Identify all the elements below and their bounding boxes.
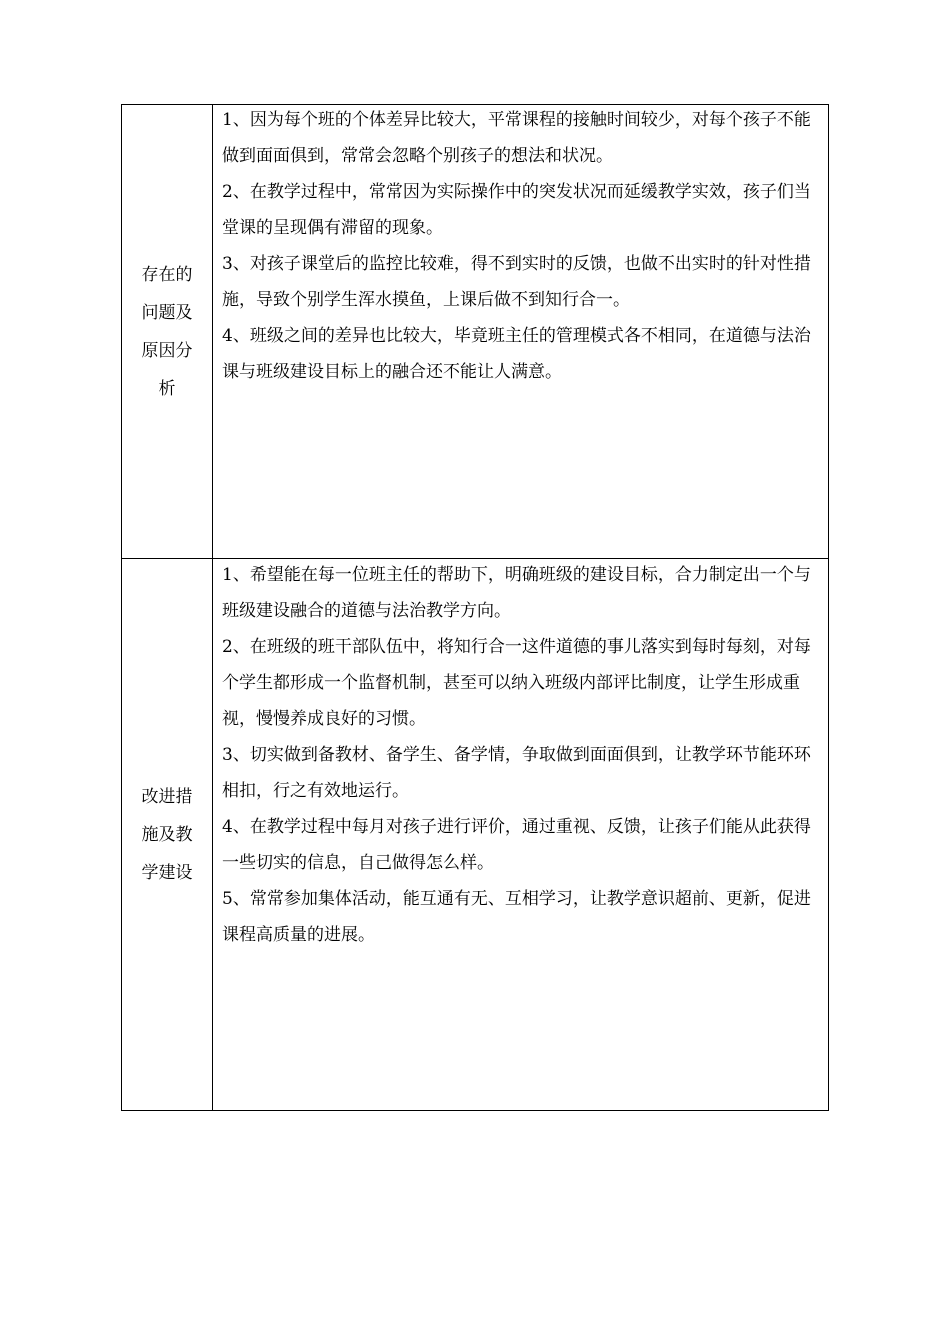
improvement-item-3: 3、切实做到备教材、备学生、备学情，争取做到面面俱到，让教学环节能环环相扣，行之有效地运行。 [222, 745, 811, 801]
improvement-item-4: 4、在教学过程中每月对孩子进行评价，通过重视、反馈，让孩子们能从此获得一些切实的信息，自己做得怎么样。 [222, 817, 811, 873]
table-row-improvements [122, 559, 829, 1111]
table-row-problems [122, 105, 829, 559]
problem-item-2: 2、在教学过程中，常常因为实际操作中的突发状况而延缓教学实效，孩子们当堂课的呈现偶有滞留的现象。 [222, 182, 811, 238]
row-label-cell [122, 559, 213, 1111]
row-label-improvements: 改进措施及教学建设 [141, 786, 193, 883]
row-content-cell [213, 559, 829, 1111]
problem-item-4: 4、班级之间的差异也比较大，毕竟班主任的管理模式各不相同，在道德与法治课与班级建设目标上的融合还不能让人满意。 [222, 326, 811, 382]
row-label-cell [122, 105, 213, 559]
improvement-item-5: 5、常常参加集体活动，能互通有无、互相学习，让教学意识超前、更新，促进课程高质量的进展。 [222, 889, 811, 945]
problem-item-1: 1、因为每个班的个体差异比较大，平常课程的接触时间较少，对每个孩子不能做到面面俱到，常常会忽略个别孩子的想法和状况。 [222, 110, 811, 166]
improvement-item-2: 2、在班级的班干部队伍中，将知行合一这件道德的事儿落实到每时每刻，对每个学生都形成一个监督机制，甚至可以纳入班级内部评比制度，让学生形成重视，慢慢养成良好的习惯。 [222, 637, 811, 729]
report-table [121, 104, 829, 1111]
row-label-problems: 存在的问题及原因分析 [141, 264, 193, 399]
improvement-item-1: 1、希望能在每一位班主任的帮助下，明确班级的建设目标，合力制定出一个与班级建设融合的道德与法治教学方向。 [222, 565, 811, 621]
row-content-cell [213, 105, 829, 559]
problem-item-3: 3、对孩子课堂后的监控比较难，得不到实时的反馈，也做不出实时的针对性措施，导致个别学生浑水摸鱼，上课后做不到知行合一。 [222, 254, 811, 310]
